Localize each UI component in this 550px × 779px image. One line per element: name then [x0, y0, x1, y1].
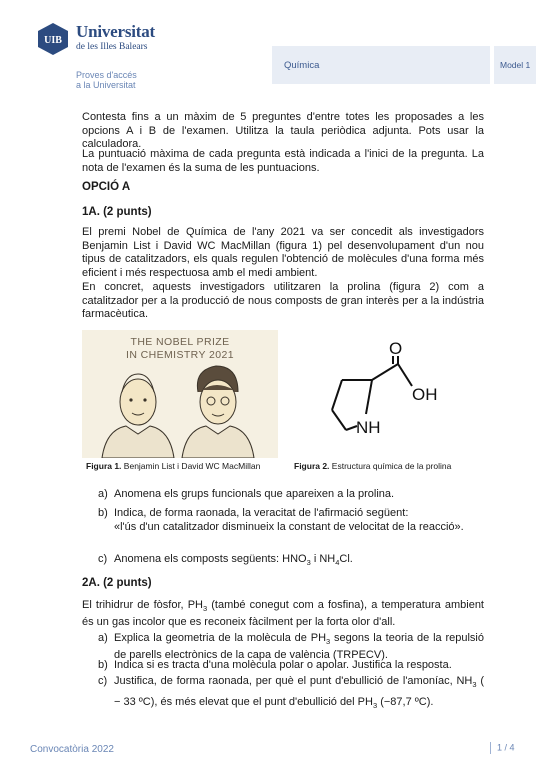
- question-1a-paragraph-1: El premi Nobel de Química de l'any 2021 va ser concedit als investigadors Benjamin List i David WC MacMillan (figura 1) pel desenvolupament d'un nou tipus de catalitzadors, els quals regulen l'obtenció de molècules d'una forma més eficient i més respectuosa amb el medi ambient.: [82, 226, 484, 280]
- question-2a-part-b: [98, 659, 484, 673]
- part-label: c): [98, 553, 108, 565]
- university-subtitle: de les Illes Balears: [76, 42, 148, 52]
- logo-text: UIB: [44, 35, 62, 46]
- figure-2-caption-text: Estructura química de la prolina: [329, 461, 452, 471]
- part-label: a): [98, 488, 108, 500]
- subject-title: Química: [284, 60, 320, 71]
- part-text: Anomena els grups funcionals que apareixen a la prolina.: [114, 488, 395, 500]
- subject-band: [272, 46, 490, 84]
- amine-label: NH: [356, 418, 381, 437]
- nobel-title-line-1: THE NOBEL PRIZE: [130, 336, 230, 348]
- intro-paragraph-2: La puntuació màxima de cada pregunta està indicada a l'inici de la pregunta. La nota de l'examen és la suma de les puntuacions.: [82, 148, 484, 174]
- part-label: b): [98, 507, 108, 519]
- figure-1-caption-label: Figura 1.: [86, 461, 122, 471]
- question-1a-part-c: c) Anomena els composts següents: $HNO_3$ i $NH_4Cl$.: [98, 553, 353, 568]
- part-text: Indica, de forma raonada, la veracitat de l'afirmació següent:: [114, 507, 409, 519]
- part-text: Indica si es tracta d'una molècula polar o apolar. Justifica la resposta.: [114, 659, 452, 671]
- question-2a-part-a: a) Explica la geometria de la molècula de $PH_3$ segons la teoria de la repulsió de parells electrònics de la capa de valència (TRPECV).: [98, 632, 484, 661]
- model-band: [494, 46, 536, 84]
- model-label: Model 1: [500, 60, 531, 70]
- figure-2-caption: [294, 461, 451, 471]
- question-1a-title: 1A. (2 punts): [82, 206, 152, 218]
- page-number: 1 / 4: [490, 742, 515, 754]
- convocatoria-label: Convocatòria 2022: [30, 744, 114, 755]
- uib-logo: [37, 22, 69, 56]
- proves-line-2: a la Universitat: [76, 80, 136, 90]
- question-1a-part-a: [98, 488, 484, 502]
- question-2a-title: 2A. (2 punts): [82, 577, 152, 589]
- nobel-title-line-2: IN CHEMISTRY 2021: [126, 349, 234, 361]
- oxygen-label: O: [389, 339, 403, 358]
- proves-label: [76, 70, 137, 90]
- university-name: Universitat: [76, 22, 156, 41]
- question-1a-part-b: [98, 507, 484, 534]
- question-1a-paragraph-2: En concret, aquests investigadors utilitzaren la prolina (figura 2) com a catalitzador per a la producció de nous composts de gran interès per a la indústria farmacèutica.: [82, 281, 484, 321]
- proline-structure: [312, 334, 462, 462]
- option-title: OPCIÓ A: [82, 181, 131, 193]
- intro-paragraph-1: Contesta fins a un màxim de 5 preguntes d'entre totes les proposades a les opcions A i B de l'examen. Utilitza la taula periòdica adjunta. Pots usar la calculadora.: [82, 111, 484, 151]
- proves-line-1: Proves d'accés: [76, 70, 137, 80]
- part-quote: «l'ús d'un catalitzador disminueix la constant de velocitat de la reacció».: [114, 520, 464, 533]
- part-label: b): [98, 659, 108, 671]
- question-2a-paragraph: El trihidrur de fòsfor, $PH_3$ (també conegut com a fosfina), a temperatura ambient és un gas incolor que es reconeix fàcilment per la forta olor d'all.: [82, 599, 484, 628]
- figure-1-caption: [86, 461, 260, 471]
- part-label: a): [98, 632, 108, 644]
- question-2a-part-c: c) Justifica, de forma raonada, per què el punt d'ebullició de l'amoníac, $NH_3$ ( − 33 ºC), és més elevat que el punt d'ebullició del $PH_3$ (−87,7 ºC).: [98, 675, 484, 710]
- nobel-prize-illustration: [82, 330, 278, 458]
- figure-2-caption-label: Figura 2.: [294, 461, 330, 471]
- part-label: c): [98, 675, 108, 687]
- figure-1-caption-text: Benjamin List i David WC MacMillan: [121, 461, 261, 471]
- hydroxyl-label: OH: [412, 385, 438, 404]
